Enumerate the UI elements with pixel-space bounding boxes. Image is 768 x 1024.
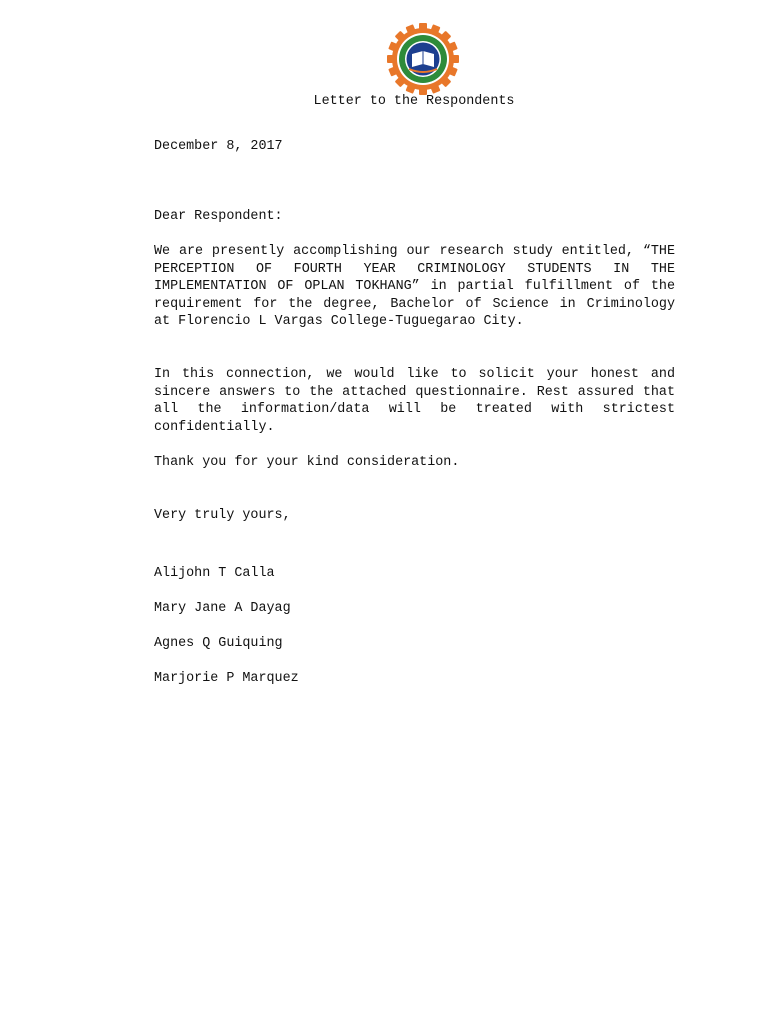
signatory-name: Agnes Q Guiquing (154, 636, 283, 651)
signatory-name: Mary Jane A Dayag (154, 601, 291, 616)
letter-title: Letter to the Respondents (313, 94, 515, 109)
paragraph-research-study: We are presently accomplishing our research study entitled, “THE PERCEPTION OF FOURTH YEAR CRIMINOLOGY STUDENTS IN THE IMPLEMENTATION OF OPLAN TOKHANG” in partial fulfillment of the requirement for the degree, Bachelor of Science in Criminology at Florencio L Vargas College-Tuguegarao City. (154, 244, 675, 330)
signatory-name: Marjorie P Marquez (154, 671, 299, 686)
letter-date: December 8, 2017 (154, 139, 283, 154)
paragraph-thanks: Thank you for your kind consideration. (154, 455, 460, 470)
salutation: Dear Respondent: (154, 209, 283, 224)
closing: Very truly yours, (154, 508, 291, 523)
signatory-name: Alijohn T Calla (154, 566, 275, 581)
paragraph-solicitation: In this connection, we would like to solicit your honest and sincere answers to the attached questionnaire. Rest assured that all the information/data will be treated with strictest confidentially. (154, 367, 675, 435)
college-seal-icon (387, 23, 459, 95)
